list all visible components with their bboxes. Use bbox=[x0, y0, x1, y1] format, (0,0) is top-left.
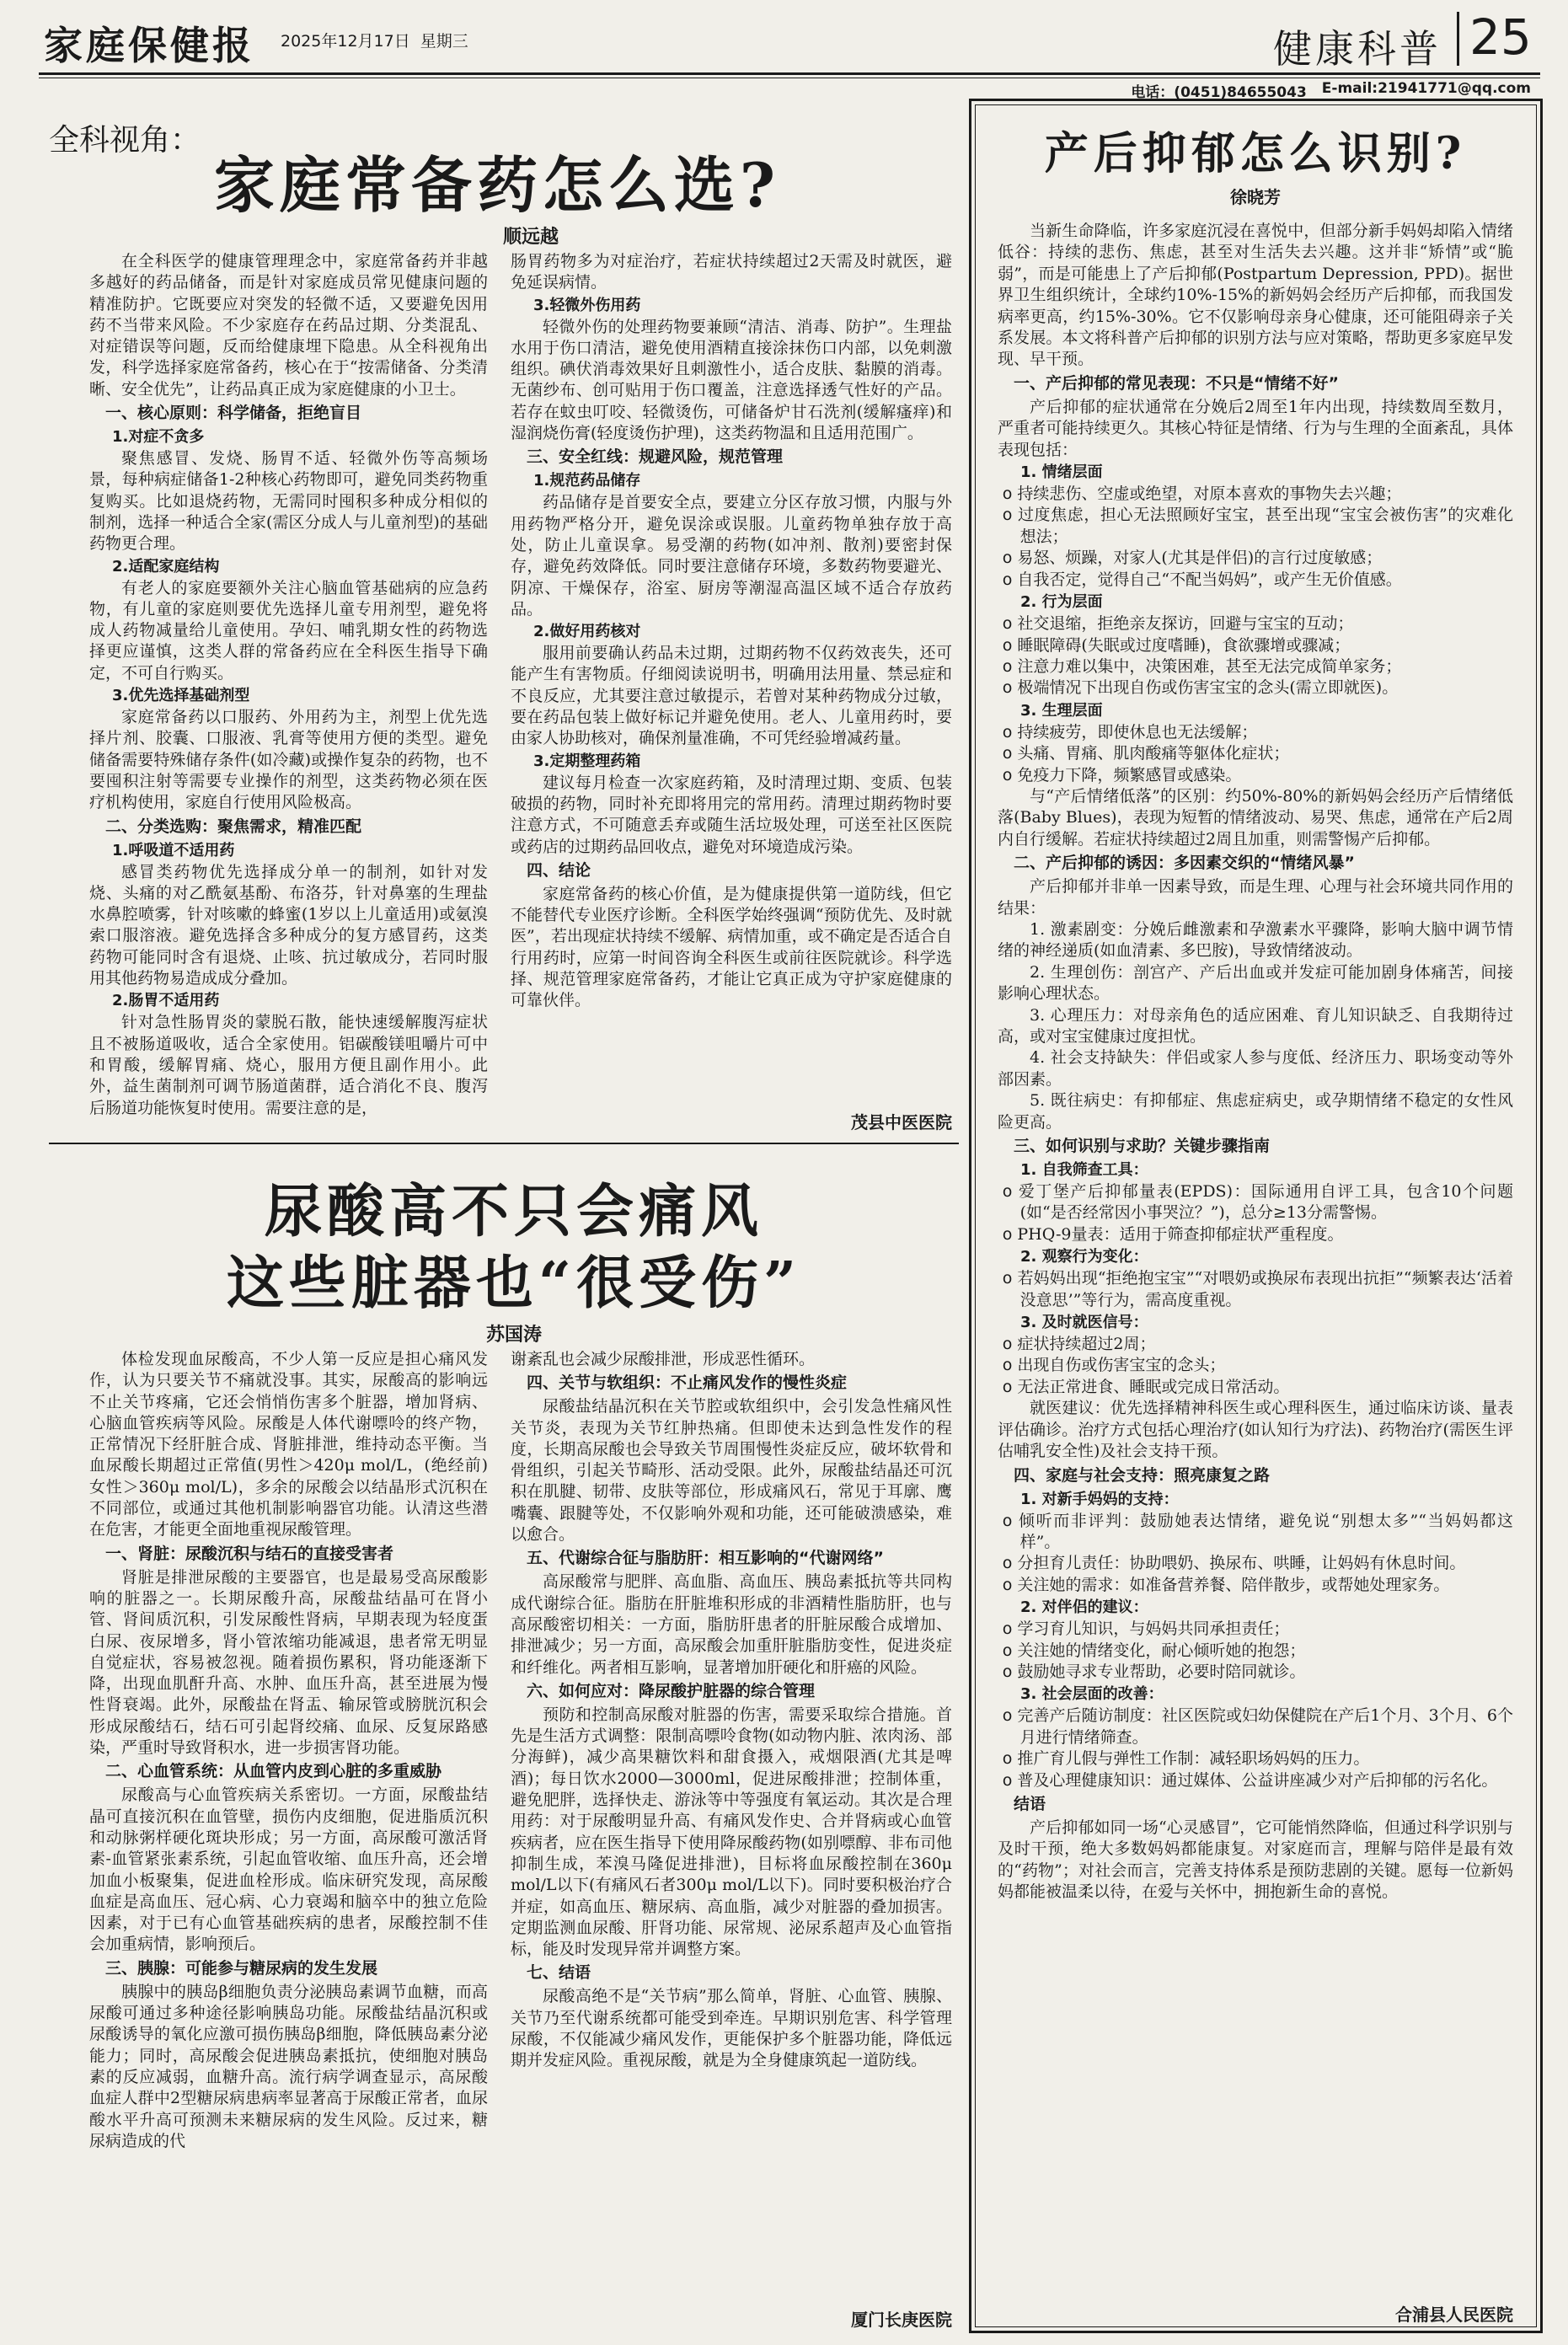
article3-column bbox=[998, 221, 1513, 2294]
article2-title-line1: 尿酸高不只会痛风 bbox=[264, 1178, 763, 1245]
article3-author: 徐晓芳 bbox=[1230, 187, 1281, 207]
paper-name: 家庭保健报 bbox=[44, 23, 254, 68]
article1-source: 茂县中医医院 bbox=[851, 1112, 952, 1132]
list-item: o 免疫力下降，频繁感冒或感染。 bbox=[998, 765, 1513, 786]
paragraph: 轻微外伤的处理药物要兼顾“清洁、消毒、防护”。生理盐水用于伤口清洁，避免使用酒精直接涂抹伤口内部，以免刺激组织。碘伏消毒效果好且刺激性小，适合皮肤、黏膜的消毒。无菌纱布、创可贴用于伤口覆盖，注意选择透气性好的产品。若存在蚊虫叮咬、轻微烫伤，可储备炉甘石洗剂(缓解瘙痒)和湿润烧伤膏(轻度烫伤护理)，这类药物温和且适用范围广。 bbox=[511, 317, 952, 443]
paragraph: 有老人的家庭要额外关注心脑血管基础病的应急药物，有儿童的家庭则要优先选择儿童专用剂型，避免将成人药物减量给儿童使用。孕妇、哺乳期女性的药物选择更应谨慎，这类人群的常备药应在全科医生指导下确定，不可自行购买。 bbox=[89, 578, 488, 683]
subsection-heading: 2.适配家庭结构 bbox=[112, 557, 220, 576]
paragraph: 针对急性肠胃炎的蒙脱石散，能快速缓解腹泻症状且不被肠道吸收，适合全家使用。铝碳酸镁咀嚼片可中和胃酸，缓解胃痛、烧心，服用方便且副作用小。此外，益生菌制剂可调节肠道菌群，适合消化不良、腹泻后肠道功能恢复时使用。需要注意的是， bbox=[89, 1013, 488, 1116]
paragraph: 就医建议：优先选择精神科医生或心理科医生，通过临床访谈、量表评估确诊。治疗方式包括心理治疗(如认知行为疗法)、药物治疗(需医生评估哺乳安全性)及社会支持干预。 bbox=[998, 1399, 1513, 1461]
section-heading: 二、产后抑郁的诱因：多因素交织的“情绪风暴” bbox=[1014, 854, 1355, 873]
list-item: o 若妈妈出现“拒绝抱宝宝”“对喂奶或换尿布表现出抗拒”“频繁表达‘活着没意思’”等行为，需高度重视。 bbox=[998, 1268, 1513, 1311]
paragraph: 尿酸高与心血管疾病关系密切。一方面，尿酸盐结晶可直接沉积在血管壁，损伤内皮细胞，促进脂质沉积和动脉粥样硬化斑块形成；另一方面，高尿酸可激活肾素-血管紧张素系统，引起血管收缩、血压升高，还会增加血小板聚集，促进血栓形成。临床研究发现，高尿酸血症是高血压、冠心病、心力衰竭和脑卒中的独立危险因素，对于已有心血管基础疾病的患者，尿酸控制不佳会加重病情，影响预后。 bbox=[89, 1786, 488, 1954]
list-item: o 爱丁堡产后抑郁量表(EPDS)：国际通用自评工具，包含10个问题(如“是否经常因小事哭泣？”)，总分≥13分需警惕。 bbox=[998, 1181, 1513, 1224]
list-item: o 完善产后随访制度：社区医院或妇幼保健院在产后1个月、3个月、6个月进行情绪筛查。 bbox=[998, 1705, 1513, 1748]
list-item: o 倾听而非评判：鼓励她表达情绪，避免说“别想太多”“当妈妈都这样”。 bbox=[998, 1511, 1513, 1554]
paragraph: 3. 心理压力：对母亲角色的适应困难、育儿知识缺乏、自我期待过高，或对宝宝健康过度担忧。 bbox=[998, 1005, 1513, 1046]
article2-source: 厦门长庚医院 bbox=[851, 2310, 952, 2330]
paragraph: 5. 既往病史：有抑郁症、焦虑症病史，或孕期情绪不稳定的女性风险更高。 bbox=[998, 1091, 1513, 1132]
column-kicker: 全科视角： bbox=[49, 123, 201, 158]
list-item: o 持续悲伤、空虚或绝望，对原本喜欢的事物失去兴趣； bbox=[998, 484, 1513, 505]
masthead-rule bbox=[39, 72, 1540, 75]
paragraph: 感冒类药物优先选择成分单一的制剂，如针对发烧、头痛的对乙酰氨基酚、布洛芬，针对鼻塞的生理盐水鼻腔喷雾，针对咳嗽的蜂蜜(1岁以上儿童适用)或氨溴索口服溶液。避免选择含多种成分的复方感冒药，这类药物可能同时含有退烧、止咳、抗过敏成分，若同时服用其他药物易造成成分叠加。 bbox=[89, 862, 488, 988]
paragraph: 当新生命降临，许多家庭沉浸在喜悦中，但部分新手妈妈却陷入情绪低谷：持续的悲伤、焦虑，甚至对生活失去兴趣。这并非“矫情”或“脆弱”，而是可能患上了产后抑郁(Postpartum Depression, PPD)。据世界卫生组织统计，全球约10%-15%的新妈妈会经历产后抑郁，而我国发病率更高，约15%-30%。它不仅影响母亲身心健康，还可能阻碍亲子关系发展。本文将科普产后抑郁的识别方法与应对策略，帮助更多家庭早发现、早干预。 bbox=[998, 222, 1513, 369]
paragraph: 预防和控制高尿酸对脏器的伤害，需要采取综合措施。首先是生活方式调整：限制高嘌呤食物(如动物内脏、浓肉汤、部分海鲜)，减少高果糖饮料和甜食摄入，戒烟限酒(尤其是啤酒)；每日饮水2000—3000ml，促进尿酸排泄；控制体重，避免肥胖，选择快走、游泳等中等强度有氧运动。其次是合理用药：对于尿酸明显升高、有痛风发作史、合并肾病或心血管疾病者，应在医生指导下使用降尿酸药物(如别嘌醇、非布司他抑制生成，苯溴马隆促进排泄)，目标将血尿酸控制在360μ mol/L以下(有痛风石者300μ mol/L以下)。同时要积极治疗合并症，如高血压、糖尿病、高血脂，减少对脏器的叠加损害。定期监测血尿酸、肝肾功能、尿常规、泌尿系超声及心血管指标，能及时发现异常并调整方案。 bbox=[511, 1705, 952, 1959]
section-heading: 二、心血管系统：从血管内皮到心脏的多重威胁 bbox=[105, 1762, 442, 1781]
paragraph: 胰腺中的胰岛β细胞负责分泌胰岛素调节血糖，而高尿酸可通过多种途径影响胰岛功能。尿酸盐结晶沉积或尿酸诱导的氧化应激可损伤胰岛β细胞，降低胰岛素分泌能力；同时，高尿酸会促进胰岛素抵抗，使细胞对胰岛素的反应减弱，血糖升高。流行病学调查显示，高尿酸血症人群中2型糖尿病患病率显著高于尿酸正常者，血尿酸水平升高可预测未来糖尿病的发生风险。反过来，糖尿病造成的代 bbox=[89, 1982, 488, 2150]
subsection-heading: 1. 对新手妈妈的支持： bbox=[1020, 1490, 1179, 1508]
paragraph: 产后抑郁并非单一因素导致，而是生理、心理与社会环境共同作用的结果： bbox=[998, 877, 1513, 918]
masthead-divider bbox=[1457, 12, 1459, 66]
subsection-heading: 1.规范药品储存 bbox=[533, 472, 641, 490]
section-heading: 三、安全红线：规避风险，规范管理 bbox=[527, 447, 784, 467]
paragraph: 聚焦感冒、发烧、肠胃不适、轻微外伤等高频场景，每种病症储备1-2种核心药物即可，避免同类药物重复购买。比如退烧药物，无需同时囤积多种成分相似的制剂，选择一种适合全家(需区分成人与儿童剂型)的基础药物更合理。 bbox=[89, 449, 488, 554]
section-heading: 五、代谢综合征与脂肪肝：相互影响的“代谢网络” bbox=[527, 1549, 884, 1568]
paragraph: 家庭常备药以口服药、外用药为主，剂型上优先选择片剂、胶囊、口服液、乳膏等使用方便的类型。避免储备需要特殊储存条件(如冷藏)或操作复杂的药物，也不要囤积注射等需要专业操作的剂型，这类药物必须在医疗机构使用，家庭自行使用风险极高。 bbox=[89, 708, 488, 812]
date-text: 2025年12月17日 bbox=[281, 32, 410, 51]
article3-source: 合浦县人民医院 bbox=[1395, 2305, 1513, 2325]
paragraph: 体检发现血尿酸高，不少人第一反应是担心痛风发作，认为只要关节不痛就没事。其实，尿酸高的影响远不止关节疼痛，它还会悄悄伤害多个脏器，增加肾病、心脑血管疾病等风险。尿酸是人体代谢嘌呤的终产物，正常情况下经肝脏合成、肾脏排泄，维持动态平衡。当血尿酸长期超过正常值(男性＞420μ mol/L，(绝经前)女性＞360μ mol/L)，多余的尿酸会以结晶形式沉积在不同部位，或通过其他机制影响器官功能。认清这些潜在危害，才能更全面地重视尿酸管理。 bbox=[89, 1350, 488, 1539]
subsection-heading: 2. 对伴侣的建议： bbox=[1020, 1598, 1148, 1617]
section-heading: 一、肾脏：尿酸沉积与结石的直接受害者 bbox=[105, 1544, 394, 1563]
article1-author: 顺远越 bbox=[502, 227, 559, 248]
phone-text: 电话：(0451)84655043 bbox=[1131, 84, 1307, 101]
subsection-heading: 3.轻微外伤用药 bbox=[533, 296, 641, 314]
paragraph: 2. 生理创伤：剖宫产、产后出血或并发症可能加剧身体痛苦，间接影响心理状态。 bbox=[998, 962, 1513, 1004]
section-heading: 六、如何应对：降尿酸护脏器的综合管理 bbox=[527, 1681, 816, 1700]
paragraph: 与“产后情绪低落”的区别：约50%-80%的新妈妈会经历产后情绪低落(Baby Blues)，表现为短暂的情绪波动、易哭、焦虑，通常在产后2周内自行缓解。若症状持续超过2周且加重，则需警惕产后抑郁。 bbox=[998, 786, 1513, 849]
subsection-heading: 1.对症不贪多 bbox=[112, 428, 205, 447]
section-heading: 三、如何识别与求助？关键步骤指南 bbox=[1014, 1137, 1271, 1156]
subsection-heading: 3. 生理层面 bbox=[1020, 701, 1103, 720]
list-item: o 分担育儿责任：协助喂奶、换尿布、哄睡，让妈妈有休息时间。 bbox=[998, 1553, 1513, 1574]
list-item: o 鼓励她寻求专业帮助，必要时陪同就诊。 bbox=[998, 1662, 1513, 1683]
paragraph: 1. 激素剧变：分娩后雌激素和孕激素水平骤降，影响大脑中调节情绪的神经递质(如血清素、多巴胺)，导致情绪波动。 bbox=[998, 919, 1513, 961]
article2-column-2 bbox=[511, 1349, 952, 2301]
list-item: o 关注她的情绪变化，耐心倾听她的抱怨； bbox=[998, 1641, 1513, 1662]
list-item: o 注意力难以集中，决策困难，甚至无法完成简单家务； bbox=[998, 656, 1513, 677]
paragraph: 产后抑郁如同一场“心灵感冒”，它可能悄然降临，但通过科学识别与及时干预，绝大多数妈妈都能康复。对家庭而言，理解与陪伴是最有效的“药物”；对社会而言，完善支持体系是预防悲剧的关键。愿每一位新妈妈都能被温柔以待，在爱与关怀中，拥抱新生命的喜悦。 bbox=[998, 1818, 1513, 1902]
article2-title-line2: 这些脏器也“很受伤” bbox=[226, 1250, 802, 1317]
paragraph: 产后抑郁的症状通常在分娩后2周至1年内出现，持续数周至数月，严重者可能持续更久。其核心特征是情绪、行为与生理的全面紊乱，具体表现包括： bbox=[998, 397, 1513, 459]
section-heading: 二、分类选购：聚焦需求，精准匹配 bbox=[105, 816, 362, 836]
paragraph: 尿酸盐结晶沉积在关节腔或软组织中，会引发急性痛风性关节炎，表现为关节红肿热痛。但即使未达到急性发作的程度，长期高尿酸也会导致关节周围慢性炎症反应，破坏软骨和骨组织，引起关节畸形、活动受限。此外，尿酸盐结晶还可沉积在肌腱、韧带、皮肤等部位，形成痛风石，常见于耳廓、鹰嘴囊、跟腱等处，不仅影响外观和功能，还可能破溃感染，难以愈合。 bbox=[511, 1397, 952, 1545]
article2-author: 苏国涛 bbox=[485, 1325, 542, 1346]
section-heading: 一、产后抑郁的常见表现：不只是“情绪不好” bbox=[1014, 373, 1339, 393]
list-item: o 过度焦虑，担心无法照顾好宝宝，甚至出现“宝宝会被伤害”的灾难化想法； bbox=[998, 505, 1513, 548]
paragraph: 在全科医学的健康管理理念中，家庭常备药并非越多越好的药品储备，而是针对家庭成员常见健康问题的精准防护。它既要应对突发的轻微不适，又要避免因用药不当带来风险。不少家庭存在药品过期、分类混乱、对症错误等问题，反而给健康埋下隐患。从全科视角出发，科学选择家庭常备药，核心在于“按需储备、分类清晰、安全优先”，让药品真正成为家庭健康的小卫士。 bbox=[89, 252, 488, 399]
list-item: o 极端情况下出现自伤或伤害宝宝的念头(需立即就医)。 bbox=[998, 677, 1513, 699]
list-item: o 出现自伤或伤害宝宝的念头； bbox=[998, 1355, 1513, 1376]
paragraph: 尿酸高绝不是“关节病”那么简单，肾脏、心血管、胰腺、关节乃至代谢系统都可能受到牵连。早期识别危害、科学管理尿酸，不仅能减少痛风发作，更能保护多个脏器功能，降低远期并发症风险。重视尿酸，就是为全身健康筑起一道防线。 bbox=[511, 1987, 952, 2070]
section-heading: 结语 bbox=[1014, 1794, 1046, 1813]
article3-title: 产后抑郁怎么识别? bbox=[1044, 128, 1467, 179]
section-heading: 三、胰腺：可能参与糖尿病的发生发展 bbox=[105, 1958, 378, 1978]
issue-date bbox=[281, 29, 468, 51]
subsection-heading: 1.呼吸道不适用药 bbox=[112, 841, 235, 859]
subsection-heading: 3. 社会层面的改善： bbox=[1020, 1685, 1164, 1704]
list-item: o 无法正常进食、睡眠或完成日常活动。 bbox=[998, 1377, 1513, 1398]
weekday-text: 星期三 bbox=[420, 32, 468, 51]
subsection-heading: 3. 及时就医信号： bbox=[1020, 1314, 1148, 1332]
section-heading: 七、结语 bbox=[527, 1963, 591, 1983]
list-item: o 头痛、胃痛、肌肉酸痛等躯体化症状； bbox=[998, 743, 1513, 764]
list-item: o 关注她的需求：如准备营养餐、陪伴散步，或帮她处理家务。 bbox=[998, 1575, 1513, 1596]
masthead bbox=[0, 0, 1568, 78]
subsection-heading: 2. 观察行为变化： bbox=[1020, 1248, 1148, 1266]
list-item: o 持续疲劳，即使休息也无法缓解； bbox=[998, 722, 1513, 743]
section-name: 健康科普 bbox=[1273, 26, 1442, 72]
article2-column-1 bbox=[89, 1349, 488, 2327]
subsection-heading: 3.定期整理药箱 bbox=[533, 752, 641, 770]
list-item: o PHQ-9量表：适用于筛查抑郁症状严重程度。 bbox=[998, 1224, 1513, 1245]
paragraph: 建议每月检查一次家庭药箱，及时清理过期、变质、包装破损的药物，同时补充即将用完的常用药。清理过期药物时要注意方式，不可随意丢弃或随生活垃圾处理，可送至社区医院或药店的过期药品回收点，避免对环境造成污染。 bbox=[511, 773, 952, 856]
subsection-heading: 2.做好用药核对 bbox=[533, 623, 641, 641]
paragraph: 谢紊乱也会减少尿酸排泄，形成恶性循环。 bbox=[511, 1350, 816, 1368]
article-divider bbox=[49, 1143, 959, 1144]
section-heading: 四、关节与软组织：不止痛风发作的慢性炎症 bbox=[527, 1373, 848, 1393]
list-item: o 学习育儿知识，与妈妈共同承担责任； bbox=[998, 1619, 1513, 1640]
paragraph: 高尿酸常与肥胖、高血脂、高血压、胰岛素抵抗等共同构成代谢综合征。脂肪在肝脏堆积形成的非酒精性脂肪肝，也与高尿酸密切相关：一方面，脂肪肝患者的肝脏尿酸合成增加、排泄减少；另一方面，高尿酸会加重肝脏脂肪变性，促进炎症和纤维化。两者相互影响，显著增加肝硬化和肝癌的风险。 bbox=[511, 1572, 952, 1677]
subsection-heading: 2. 行为层面 bbox=[1020, 593, 1103, 612]
list-item: o 症状持续超过2周； bbox=[998, 1334, 1513, 1355]
paragraph: 肾脏是排泄尿酸的主要器官，也是最易受高尿酸影响的脏器之一。长期尿酸升高，尿酸盐结晶可在肾小管、肾间质沉积，引发尿酸性肾病，早期表现为轻度蛋白尿、夜尿增多，肾小管浓缩功能减退，患者常无明显自觉症状，容易被忽视。随着损伤累积，肾功能逐渐下降，出现血肌酐升高、水肿、血压升高，甚至进展为慢性肾衰竭。此外，尿酸盐在肾盂、输尿管或膀胱沉积会形成尿酸结石，结石可引起肾绞痛、血尿、反复尿路感染，严重时导致肾积水，进一步损害肾功能。 bbox=[89, 1567, 488, 1758]
section-heading: 一、核心原则：科学储备，拒绝盲目 bbox=[105, 404, 362, 423]
article1-title: 家庭常备药怎么选? bbox=[213, 149, 781, 221]
list-item: o 社交退缩，拒绝亲友探访，回避与宝宝的互动； bbox=[998, 613, 1513, 634]
paragraph: 药品储存是首要安全点，要建立分区存放习惯，内服与外用药物严格分开，避免误涂或误服。儿童药物单独存放于高处，防止儿童误拿。易受潮的药物(如冲剂、散剂)要密封保存，避免药效降低。同时要注意储存环境，多数药物要避光、阴凉、干燥保存，浴室、厨房等潮湿高温区域不适合存放药品。 bbox=[511, 493, 952, 618]
subsection-heading: 1. 自我筛查工具： bbox=[1020, 1161, 1148, 1180]
paragraph: 4. 社会支持缺失：伴侣或家人参与度低、经济压力、职场变动等外部因素。 bbox=[998, 1048, 1513, 1089]
subsection-heading: 1. 情绪层面 bbox=[1020, 463, 1103, 482]
article1-column-1 bbox=[89, 251, 488, 1116]
page-number: 25 bbox=[1469, 8, 1532, 66]
paragraph: 服用前要确认药品未过期，过期药物不仅药效丧失，还可能产生有害物质。仔细阅读说明书，明确用法用量、禁忌症和不良反应，尤其要注意过敏提示，若曾对某种药物成分过敏，要在药品包装上做好标记并避免使用。老人、儿童用药时，要由家人协助核对，确保剂量准确，不可凭经验增减药量。 bbox=[511, 644, 952, 748]
list-item: o 自我否定，觉得自己“不配当妈妈”，或产生无价值感。 bbox=[998, 570, 1513, 591]
paragraph: 家庭常备药的核心价值，是为健康提供第一道防线，但它不能替代专业医疗诊断。全科医学始终强调“预防优先、及时就医”，若出现症状持续不缓解、病情加重，或不确定是否适合自行用药时，应第一时间咨询全科医生或前往医院就诊。科学选择、规范管理家庭常备药，才能让它真正成为守护家庭健康的可靠伙伴。 bbox=[511, 884, 952, 1010]
section-heading: 四、结论 bbox=[527, 860, 591, 880]
article1-column-2 bbox=[511, 251, 952, 1102]
list-item: o 睡眠障碍(失眠或过度嗜睡)，食欲骤增或骤减； bbox=[998, 635, 1513, 656]
paragraph: 肠胃药物多为对症治疗，若症状持续超过2天需及时就医，避免延误病情。 bbox=[511, 252, 952, 292]
list-item: o 推广育儿假与弹性工作制：减轻职场妈妈的压力。 bbox=[998, 1748, 1513, 1769]
subsection-heading: 3.优先选择基础剂型 bbox=[112, 687, 250, 705]
list-item: o 普及心理健康知识：通过媒体、公益讲座减少对产后抑郁的污名化。 bbox=[998, 1770, 1513, 1791]
email-text: E-mail:21941771@qq.com bbox=[1321, 80, 1531, 97]
section-heading: 四、家庭与社会支持：照亮康复之路 bbox=[1014, 1465, 1271, 1485]
list-item: o 易怒、烦躁，对家人(尤其是伴侣)的言行过度敏感； bbox=[998, 548, 1513, 569]
subsection-heading: 2.肠胃不适用药 bbox=[112, 992, 220, 1010]
